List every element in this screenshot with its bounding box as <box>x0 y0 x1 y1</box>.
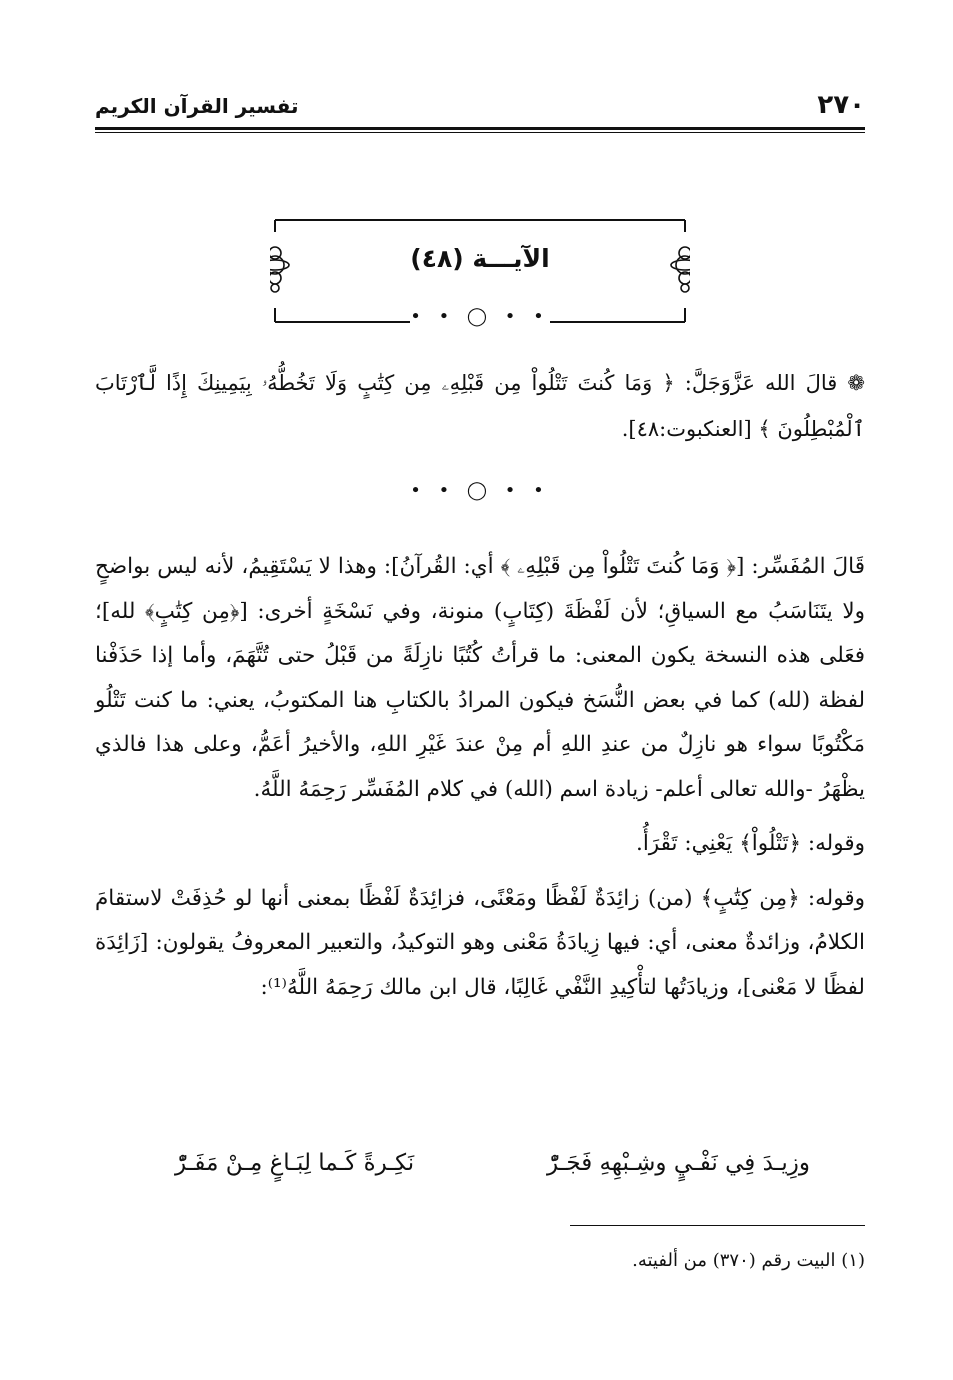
heading-ornament: • • ◯ • • <box>410 306 550 327</box>
ayah-heading-frame <box>270 218 690 328</box>
quran-verse <box>95 360 865 452</box>
page-number: ٢٧٠ <box>817 90 865 120</box>
poem-verse <box>95 1150 865 1200</box>
verse-intro: قالَ الله عَزَّوَجَلَّ: <box>674 371 838 395</box>
verse-text: ﴿ وَمَا كُنتَ تَتْلُواْ مِن قَبْلِهِۦ مِن كِتَٰبٍ وَلَا تَخُطُّهُۥ بِيَمِينِكَ إِذًا لَّٱرْتَابَ ٱلْمُبْطِلُونَ ﴾ <box>95 371 865 441</box>
section-divider: • • ◯ • • <box>410 480 550 501</box>
verse-reference: [العنكبوت:٤٨]. <box>621 417 752 441</box>
commentary-body <box>95 545 865 1010</box>
page-header <box>95 90 865 124</box>
footnote: (١) البيت رقم (٣٧٠) من ألفيته. <box>632 1250 865 1271</box>
header-rule-thick <box>95 127 865 130</box>
poem-hemistich-2: نَكِـرةً كَـما لِبَـاغٍ مِـنْ مَفَـرّْ <box>175 1150 415 1176</box>
paragraph-2: وقوله: ﴿تَتْلُواْ﴾ يَعْنِي: تَقْرَأُ. <box>636 831 865 856</box>
header-rule-thin <box>95 132 865 133</box>
poem-hemistich-1: وزِيـدَ فِي نَفْـيٍ وشِـبْهِهِ فَجَـرّْ <box>546 1150 810 1176</box>
paragraph-3: وقوله: ﴿مِن كِتَٰبٍ﴾ (من) زائِدَةٌ لَفْظًا ومَعْنًى، فزائِدَةٌ لَفْظًا بمعنى أنها لو حُذِفَتْ لاستقامَ الكلامُ، وزائدةٌ معنى، أي: فيها زِيادَةُ مَعْنى وهو التوكيدُ، والتعبير المعروفُ يقولون: [زَائِدَة لفظًا لا مَعْنى]، وزيادَتُها لتأْكِيدِ النَّفْي غَالِبًا، قال ابن مالك رَحِمَهُ اللَّهُ⁽¹⁾: <box>95 885 865 1000</box>
footnote-rule <box>570 1225 865 1226</box>
paragraph-1: قَالَ المُفَسِّر: [﴿ وَمَا كُنتَ تَتْلُواْ مِن قَبْلِهِۦ ﴾ أي: القُرآنُ]: وهذا لا يَسْتَقِيمُ، لأنه ليس بواضحٍ ولا يتَنَاسَبُ مع السياقِ؛ لأن لَفْظَةَ (كِتَابٍ) منونة، وفي نَسْخَةٍ أخرى: [﴿مِن كِتَٰبٍ﴾ لله]؛ فعَلى هذه النسخة يكون المعنى: ما قرأتُ كُتُبًا نازِلَةً من قَبْلُ حتى تُتَّهَمَ، وأما إذا حَذَفْنا لفظة (لله) كما في بعض النُّسَخ فيكون المرادُ بالكتابِ هنا المكتوبُ، يعني: ما كنت تَتْلُو مَكْتُوبًا سواء هو نازِلٌ من عندِ اللهِ أم مِنْ عندَ غَيْرِ اللهِ، والأخيرُ أعَمُّ، وعلى هذا فالذي يظْهَرُ -والله تعالى أعلم- زيادة اسم (الله) في كلام المُفَسِّر رَحِمَهُ اللَّهُ. <box>95 554 865 802</box>
flower-icon: ❁ <box>847 371 865 395</box>
ayah-title: الآيـــة (٤٨) <box>410 244 550 273</box>
book-title: تفسير القرآن الكريم <box>95 94 299 118</box>
